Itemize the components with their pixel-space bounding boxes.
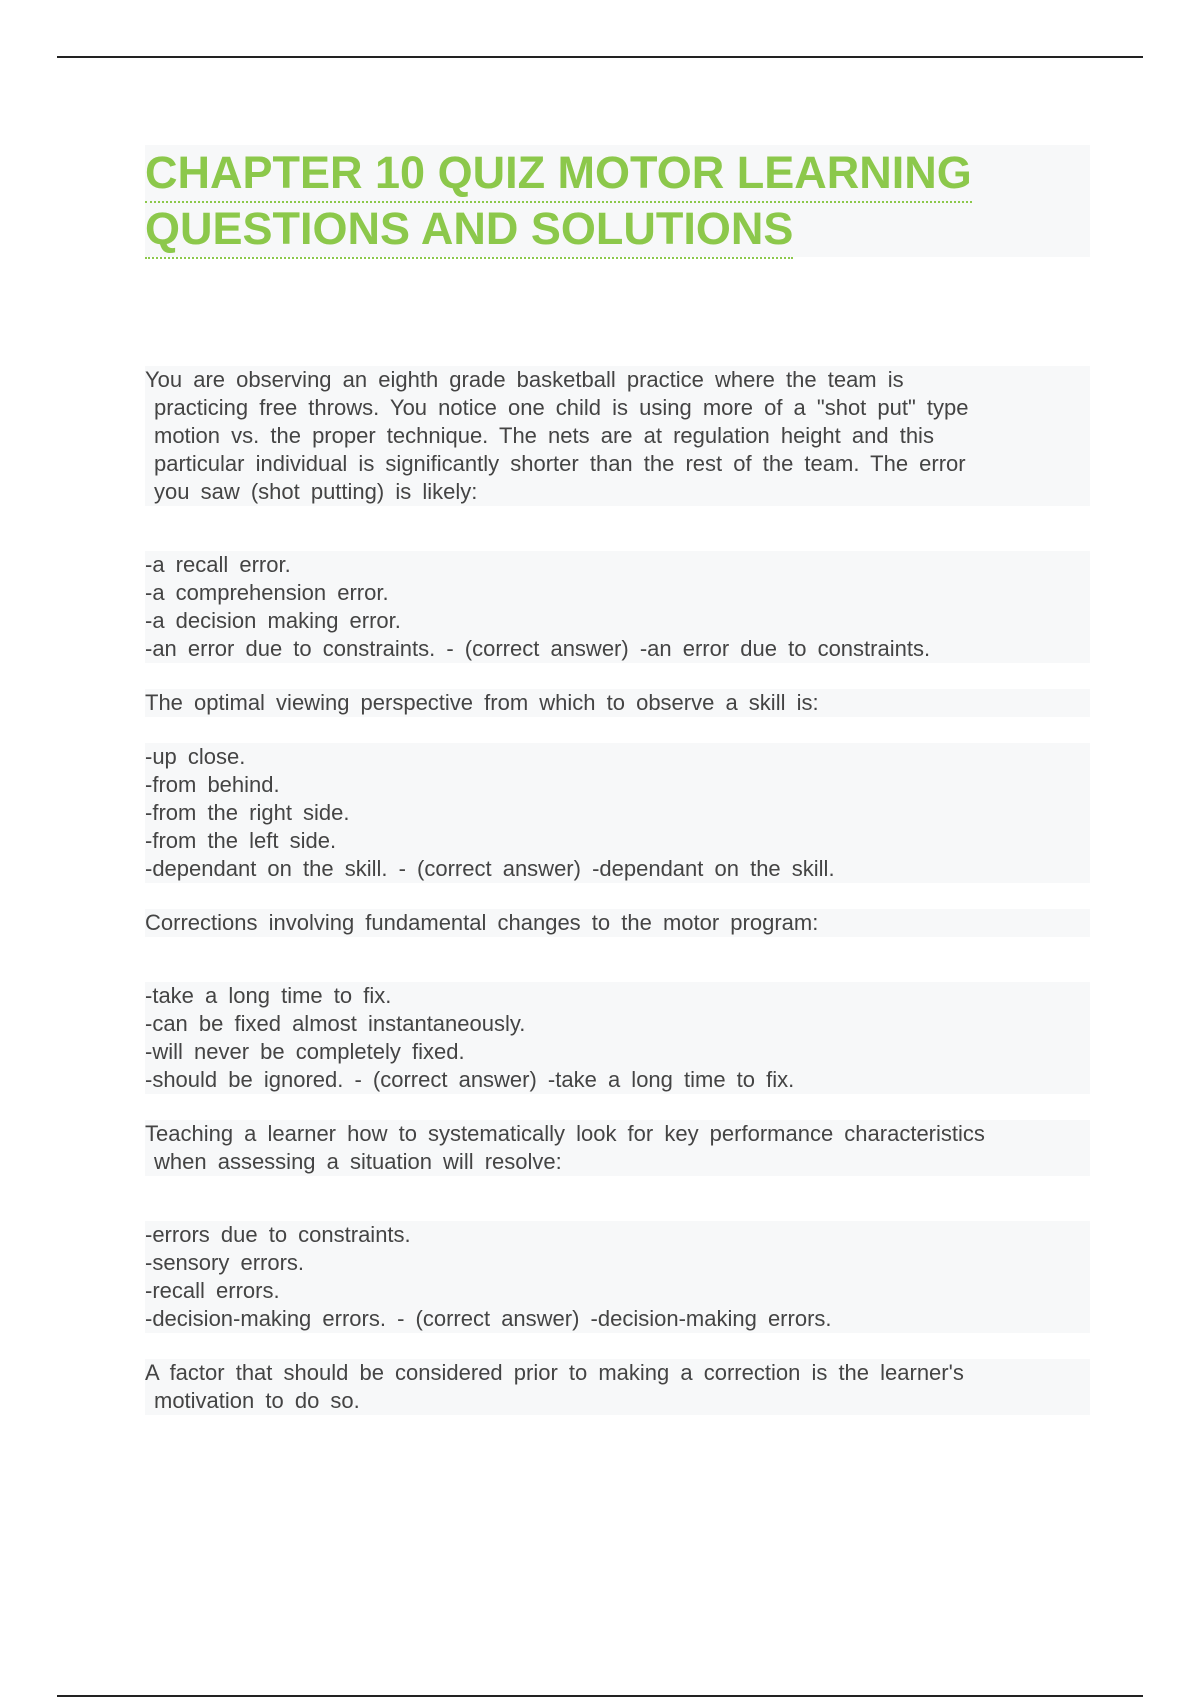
- question-3: [145, 909, 1090, 937]
- question-line: particular individual is significantly shorter than the rest of the team. The error: [154, 451, 966, 476]
- question-line: practicing free throws. You notice one child is using more of a "shot put" type: [154, 395, 969, 420]
- options-1: [145, 551, 1090, 663]
- question-5: [145, 1359, 1090, 1415]
- options-3: [145, 982, 1090, 1094]
- title-line-2: QUESTIONS AND SOLUTIONS: [145, 201, 793, 259]
- question-1: [145, 366, 1090, 506]
- question-line: A factor that should be considered prior to making a correction is the learner's: [145, 1360, 964, 1385]
- option-item: -from the right side.: [145, 800, 350, 825]
- option-item: -a comprehension error.: [145, 580, 389, 605]
- top-rule: [57, 56, 1143, 58]
- option-item: -errors due to constraints.: [145, 1222, 411, 1247]
- option-item: -can be fixed almost instantaneously.: [145, 1011, 526, 1036]
- question-2: [145, 689, 1090, 717]
- question-line: motivation to do so.: [154, 1388, 360, 1413]
- title-line-1: CHAPTER 10 QUIZ MOTOR LEARNING: [145, 145, 972, 203]
- option-item: -recall errors.: [145, 1278, 280, 1303]
- question-line: you saw (shot putting) is likely:: [154, 479, 478, 504]
- bottom-rule: [57, 1695, 1143, 1697]
- option-item: -an error due to constraints. - (correct answer) -an error due to constraints.: [145, 636, 931, 661]
- option-item: -a recall error.: [145, 552, 291, 577]
- options-2: [145, 743, 1090, 883]
- option-item: -from behind.: [145, 772, 280, 797]
- option-item: -from the left side.: [145, 828, 337, 853]
- option-item: -decision-making errors. - (correct answer) -decision-making errors.: [145, 1306, 832, 1331]
- option-item: -will never be completely fixed.: [145, 1039, 465, 1064]
- option-item: -dependant on the skill. - (correct answer) -dependant on the skill.: [145, 856, 835, 881]
- question-4: [145, 1120, 1090, 1176]
- question-line: The optimal viewing perspective from which to observe a skill is:: [145, 690, 819, 715]
- document-title: [145, 145, 1090, 257]
- question-line: You are observing an eighth grade basketball practice where the team is: [145, 367, 904, 392]
- option-item: -should be ignored. - (correct answer) -take a long time to fix.: [145, 1067, 795, 1092]
- option-item: -up close.: [145, 744, 246, 769]
- options-4: [145, 1221, 1090, 1333]
- question-line: when assessing a situation will resolve:: [154, 1149, 562, 1174]
- question-line: motion vs. the proper technique. The nets are at regulation height and this: [154, 423, 934, 448]
- question-line: Corrections involving fundamental changes to the motor program:: [145, 910, 819, 935]
- option-item: -take a long time to fix.: [145, 983, 392, 1008]
- quiz-content: [145, 366, 1090, 1415]
- option-item: -a decision making error.: [145, 608, 401, 633]
- option-item: -sensory errors.: [145, 1250, 305, 1275]
- question-line: Teaching a learner how to systematically look for key performance characteristics: [145, 1121, 985, 1146]
